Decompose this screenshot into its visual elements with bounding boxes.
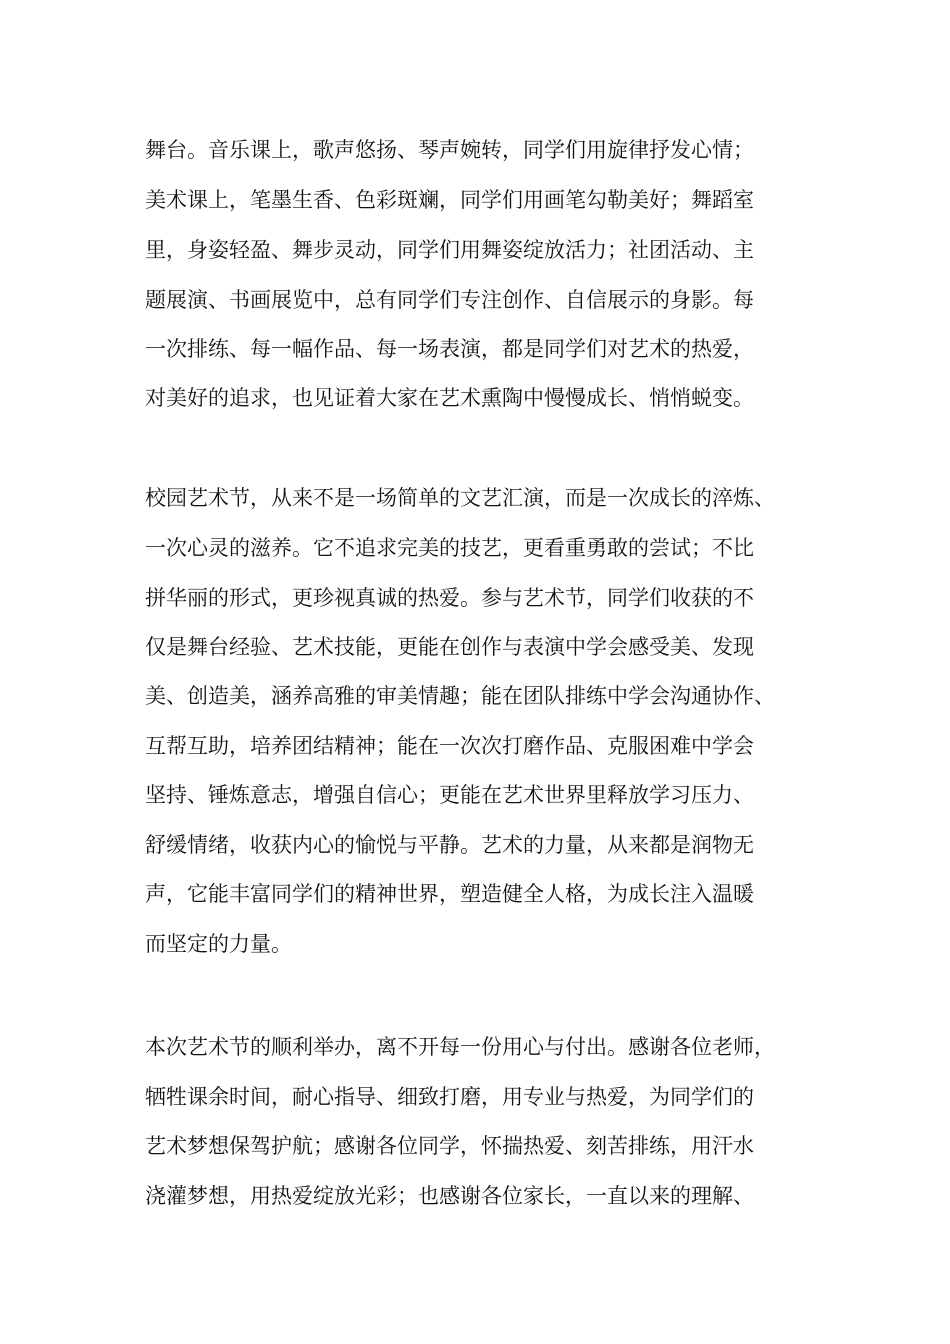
paragraph-line: 牺牲课余时间，耐心指导、细致打磨，用专业与热爱，为同学们的 — [145, 1085, 754, 1109]
paragraph-line: 浇灌梦想，用热爱绽放光彩；也感谢各位家长，一直以来的理解、 — [145, 1184, 754, 1208]
paragraph-line: 本次艺术节的顺利举办，离不开每一份用心与付出。感谢各位老师， — [145, 1035, 775, 1059]
paragraph-line: 舞台。音乐课上，歌声悠扬、琴声婉转，同学们用旋律抒发心情； — [145, 138, 754, 162]
paragraph-line: 仅是舞台经验、艺术技能，更能在创作与表演中学会感受美、发现 — [145, 635, 754, 659]
paragraph-line: 对美好的追求，也见证着大家在艺术熏陶中慢慢成长、悄悄蜕变。 — [145, 386, 754, 410]
paragraph-line: 一次心灵的滋养。它不追求完美的技艺，更看重勇敢的尝试；不比 — [145, 536, 754, 560]
paragraph-line: 互帮互助，培养团结精神；能在一次次打磨作品、克服困难中学会 — [145, 734, 754, 758]
paragraph-line: 舒缓情绪，收获内心的愉悦与平静。艺术的力量，从来都是润物无 — [145, 833, 754, 857]
paragraph-line: 艺术梦想保驾护航；感谢各位同学，怀揣热爱、刻苦排练，用汗水 — [145, 1134, 754, 1158]
paragraph-line: 校园艺术节，从来不是一场简单的文艺汇演，而是一次成长的淬炼、 — [145, 486, 775, 510]
paragraph-line: 美、创造美，涵养高雅的审美情趣；能在团队排练中学会沟通协作、 — [145, 684, 775, 708]
paragraph-line: 里，身姿轻盈、舞步灵动，同学们用舞姿绽放活力；社团活动、主 — [145, 238, 754, 262]
paragraph-line: 一次排练、每一幅作品、每一场表演，都是同学们对艺术的热爱， — [145, 337, 754, 361]
paragraph-line: 拼华丽的形式，更珍视真诚的热爱。参与艺术节，同学们收获的不 — [145, 586, 754, 610]
paragraph-line: 题展演、书画展览中，总有同学们专注创作、自信展示的身影。每 — [145, 288, 754, 312]
paragraph-line: 坚持、锤炼意志，增强自信心；更能在艺术世界里释放学习压力、 — [145, 783, 754, 807]
paragraph-line: 而坚定的力量。 — [145, 932, 292, 956]
paragraph-line: 声，它能丰富同学们的精神世界，塑造健全人格，为成长注入温暖 — [145, 882, 754, 906]
paragraph-line: 美术课上，笔墨生香、色彩斑斓，同学们用画笔勾勒美好；舞蹈室 — [145, 188, 754, 212]
